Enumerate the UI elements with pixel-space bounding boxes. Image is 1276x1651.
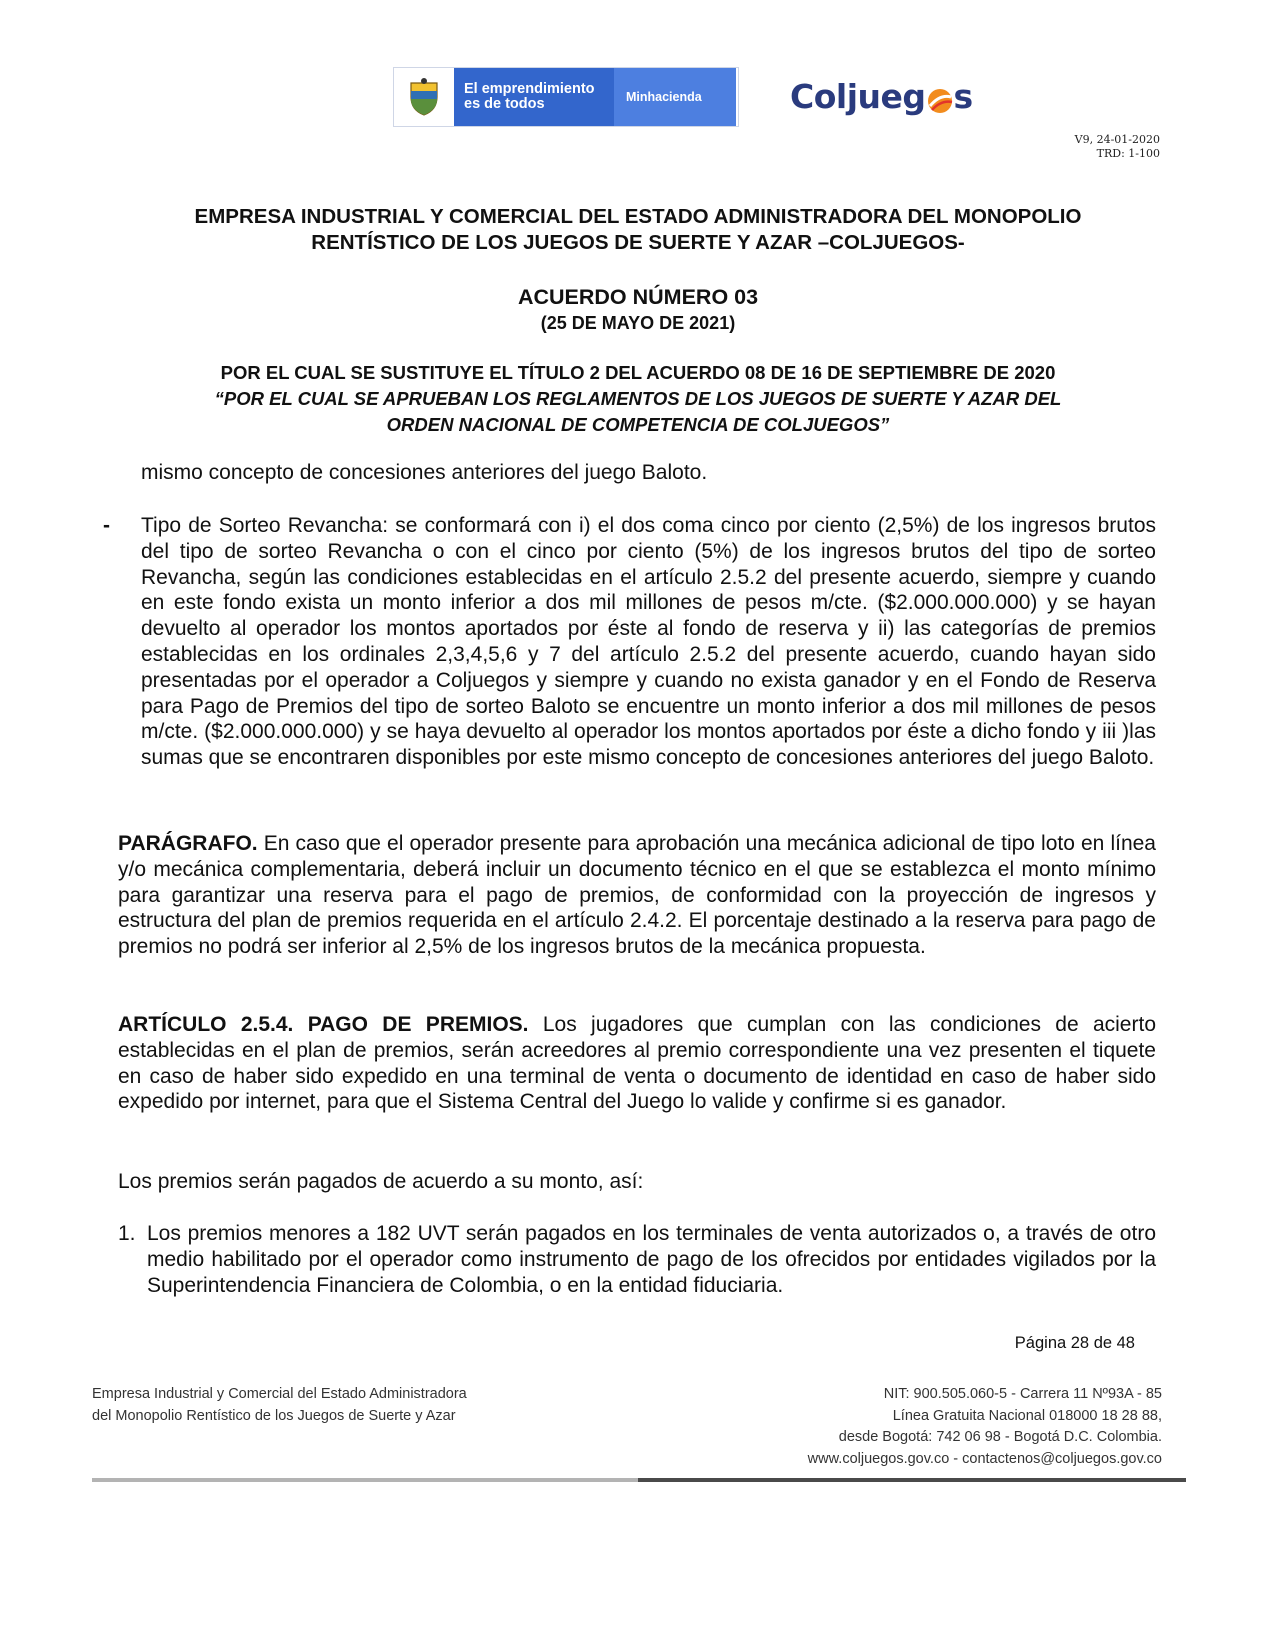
page-number: Página 28 de 48 [1014,1334,1135,1352]
gov-logo-line1: El emprendimiento [464,81,595,97]
acuerdo-subtitle [0,360,1276,438]
gov-logo-line2: es de todos [464,96,545,112]
footer-nit: NIT: 900.505.060-5 - Carrera 11 Nº93A - 85 [883,1386,1162,1402]
footer-divider [92,1478,1186,1482]
footer-left-line1: Empresa Industrial y Comercial del Estado Administradora [92,1386,467,1402]
subtitle-line2: “POR EL CUAL SE APRUEBAN LOS REGLAMENTOS DE LOS JUEGOS DE SUERTE Y AZAR DEL [214,388,1062,409]
continuation-paragraph: mismo concepto de concesiones anteriores del juego Baloto. [141,461,708,484]
footer-phone-national: Línea Gratuita Nacional 018000 18 28 88, [892,1407,1162,1424]
trd-label: TRD: 1-100 [1096,147,1160,160]
list-number: 1. [118,1222,136,1245]
acuerdo-date: (25 DE MAYO DE 2021) [540,313,736,333]
version-label: V9, 24-01-2020 [1074,133,1160,146]
articulo-paragraph [118,1012,1156,1115]
coljuegos-logo-text: Coljueg [790,76,926,116]
colombia-shield-icon [394,68,454,126]
paragrafo-text: En caso que el operador presente para aprobación una mecánica adicional de tipo loto en línea y/o mecánica complementaria, deberá incluir un documento técnico en el que se establezca el monto mínimo para garantizar una reserva para el pago de premios, de conformidad con la proyección de ingresos y estructura del plan de premios requerida en el artículo 2.4.2. El porcentaje destinado a la reserva para pago de premios no podrá ser inferior al 2,5% de los ingresos brutos de la mecánica propuesta. [118,832,1156,959]
footer-organization [92,1384,467,1427]
organization-title-line2: RENTÍSTICO DE LOS JUEGOS DE SUERTE Y AZAR –COLJUEGOS- [311,231,965,254]
gov-logo-slogan [454,68,614,126]
bullet-dash: - [103,514,110,537]
footer-web-email: www.coljuegos.gov.co - contactenos@coljuegos.gov.co [807,1450,1162,1467]
subtitle-line1: POR EL CUAL SE SUSTITUYE EL TÍTULO 2 DEL ACUERDO 08 DE 16 DE SEPTIEMBRE DE 2020 [220,362,1056,383]
footer-divider-dark [638,1478,1186,1482]
articulo-label: ARTÍCULO 2.5.4. PAGO DE PREMIOS. [118,1013,529,1036]
paragrafo-label: PARÁGRAFO. [118,832,258,855]
articulo-text: Los jugadores que cumplan con las condiciones de acierto establecidas en el plan de premios, serán acreedores al premio correspondiente una vez presenten el tiquete en caso de haber sido expedido en una terminal de venta o documento de identidad en caso de haber sido expedido por internet, para que el Sistema Central del Juego lo valide y confirme si es ganador. [118,1013,1156,1114]
premios-intro: Los premios serán pagados de acuerdo a su monto, así: [118,1170,644,1193]
subtitle-line3: ORDEN NACIONAL DE COMPETENCIA DE COLJUEGOS” [386,414,890,435]
acuerdo-number: ACUERDO NÚMERO 03 [517,285,759,309]
revancha-paragraph: Tipo de Sorteo Revancha: se conformará con i) el dos coma cinco por ciento (2,5%) de los ingresos brutos del tipo de sorteo Revancha o con el cinco por ciento (5%) de los ingresos brutos del tipo de sorteo Revancha, según las condiciones establecidas en el artículo 2.5.2 del presente acuerdo, siempre y cuando en este fondo exista un monto inferior a dos mil millones de pesos m/cte. ($2.000.000.000) y se hayan devuelto al operador los montos aportados por éste al fondo de reserva y ii) las categorías de premios establecidas en los ordinales 2,3,4,5,6 y 7 del artículo 2.5.2 del presente acuerdo, cuando hayan sido presentadas por el operador a Coljuegos y siempre y cuando no exista ganador y en el Fondo de Reserva para Pago de Premios del tipo de sorteo Baloto se encuentre un monto inferior a dos mil millones de pesos m/cte. ($2.000.000.000) y se haya devuelto al operador los montos aportados por éste a dicho fondo y iii )las sumas que se encontraren disponibles por este mismo concepto de concesiones anteriores del juego Baloto. [141,514,1156,770]
paragrafo-paragraph [118,831,1156,960]
ministry-label: Minhacienda [614,68,736,126]
organization-title-line1: EMPRESA INDUSTRIAL Y COMERCIAL DEL ESTADO ADMINISTRADORA DEL MONOPOLIO [194,205,1082,228]
footer-left-line2: del Monopolio Rentístico de los Juegos de Suerte y Azar [92,1407,456,1424]
footer-contact [808,1384,1162,1470]
coljuegos-logo-suffix: s [953,76,973,116]
footer-divider-light [92,1478,638,1482]
gov-logo [393,67,739,127]
organization-title [0,204,1276,256]
list-item: Los premios menores a 182 UVT serán pagados en los terminales de venta autorizados o, a través de otro medio habilitado por el operador como instrumento de pago de los ofrecidos por entidades vigilados por la Superintendencia Financiera de Colombia, o en la entidad fiduciaria. [147,1222,1156,1297]
coljuegos-logo [790,74,973,118]
version-info [1075,133,1160,161]
ball-icon [927,83,953,109]
footer-phone-bogota: desde Bogotá: 742 06 98 - Bogotá D.C. Colombia. [838,1429,1162,1445]
